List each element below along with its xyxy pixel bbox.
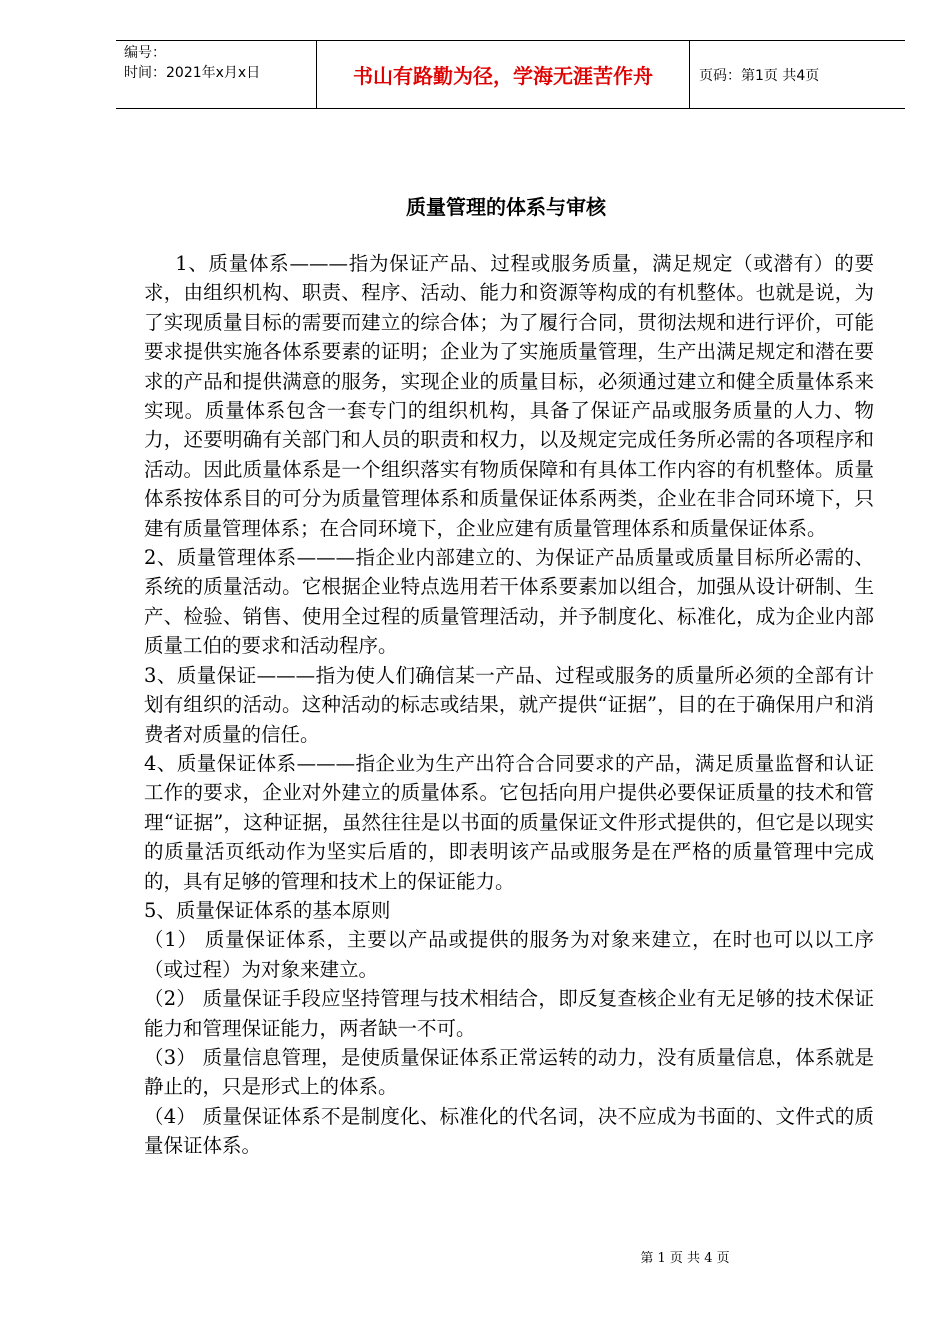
paragraph-5: 5、质量保证体系的基本原则 (144, 898, 391, 922)
header-motto: 书山有路勤为径，学海无涯苦作舟 (316, 41, 690, 108)
paragraph-3: 3、质量保证———指为使人们确信某一产品、过程或服务的质量所必须的全部有计划有组织的活动。这种活动的标志或结果，就产提供“证据”，目的在于确保用户和消费者对质量的信任。 (144, 663, 874, 746)
paragraph-2: 2、质量管理体系———指企业内部建立的、为保证产品质量或质量目标所必需的、系统的质量活动。它根据企业特点选用若干体系要素加以组合，加强从设计研制、生产、检验、销售、使用全过程的质量管理活动，并予制度化、标准化，成为企业内部质量工伯的要求和活动程序。 (144, 546, 874, 658)
principle-1: （1） 质量保证体系，主要以产品或提供的服务为对象来建立，在时也可以以工序（或过程）为对象来建立。 (144, 928, 874, 981)
document-number-label: 编号： (124, 45, 166, 61)
header-table (116, 40, 905, 109)
document-title: 质量管理的体系与审核 (406, 195, 606, 219)
paragraph-4: 4、质量保证体系———指企业为生产出符合合同要求的产品，满足质量监督和认证工作的要求，企业对外建立的质量体系。它包括向用户提供必要保证质量的技术和管理“证据”，这种证据，虽然往往是以书面的质量保证文件形式提供的，但它是以现实的质量活页纸动作为坚实后盾的，即表明该产品或服务是在严格的质量管理中完成的，具有足够的管理和技术上的保证能力。 (144, 751, 874, 893)
page-footer: 第 1 页 共 4 页 (640, 1251, 730, 1266)
document-body (144, 249, 874, 1161)
principle-4: （4） 质量保证体系不是制度化、标准化的代名词，决不应成为书面的、文件式的质量保证体系。 (144, 1104, 874, 1158)
header-page-info: 页码：第1页 共4页 (699, 67, 820, 84)
document-time-label: 时间：2021年x月x日 (124, 65, 261, 81)
header-info-cell (116, 41, 316, 108)
principle-3: （3） 质量信息管理，是使质量保证体系正常运转的动力，没有质量信息，体系就是静止的，只是形式上的体系。 (144, 1045, 874, 1099)
principle-2: （2） 质量保证手段应坚持管理与技术相结合，即反复查核企业有无足够的技术保证能力和管理保证能力，两者缺一不可。 (144, 987, 874, 1040)
paragraph-1: 1、质量体系———指为保证产品、过程或服务质量，满足规定（或潜有）的要求，由组织机构、职责、程序、活动、能力和资源等构成的有机整体。也就是说，为了实现质量目标的需要而建立的综合体；为了履行合同，贯彻法规和进行评价，可能要求提供实施各体系要素的证明；企业为了实施质量管理，生产出满足规定和潜在要求的产品和提供满意的服务，实现企业的质量目标，必须通过建立和健全质量体系来实现。质量体系包含一套专门的组织机构，具备了保证产品或服务质量的人力、物力，还要明确有关部门和人员的职责和权力，以及规定完成任务所必需的各项程序和活动。因此质量体系是一个组织落实有物质保障和有具体工作内容的有机整体。质量体系按体系目的可分为质量管理体系和质量保证体系两类，企业在非合同环境下，只建有质量管理体系；在合同环境下，企业应建有质量管理体系和质量保证体系。 (144, 252, 874, 540)
